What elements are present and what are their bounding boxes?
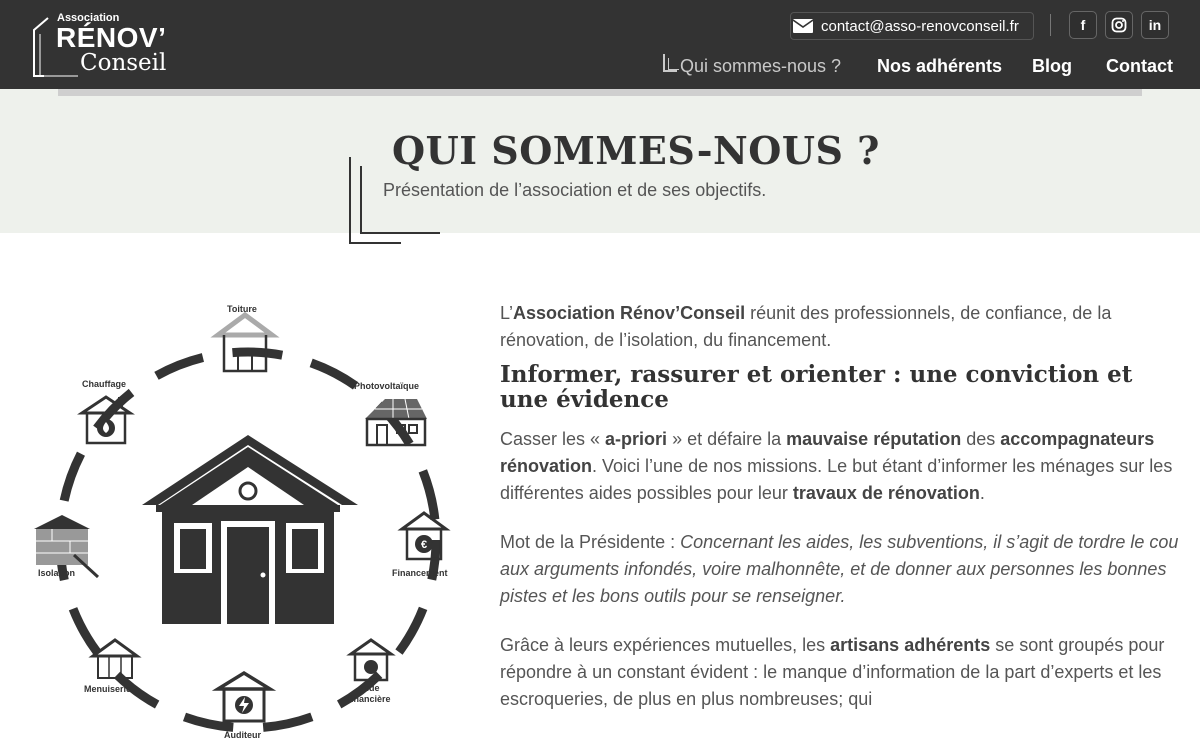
label-financement: Financement: [392, 568, 448, 578]
aide-financiere-icon: [351, 640, 391, 680]
text-fragment: se sont groupés pour répondre à un constant évident : le manque d’information de la part d’experts et les escroqueries, de plus en plus nombreuses; qui: [500, 635, 1165, 709]
label-photovoltaique: Photovoltaïque: [354, 381, 419, 391]
mail-icon: [793, 19, 813, 33]
services-diagram: [20, 295, 480, 745]
text-fragment: L’: [500, 303, 514, 323]
text-fragment: réunit des professionnels, de confiance, de la rénovation, de l’isolation, du financement.: [500, 303, 1112, 350]
text-fragment: Grâce à leurs expériences mutuelles, les: [500, 635, 831, 655]
nav-active-marker-inner: [668, 58, 679, 70]
label-auditeur: Auditeur: [224, 730, 261, 740]
text-fragment: Casser les «: [500, 429, 606, 449]
text-fragment: .: [979, 483, 985, 503]
president-quote-paragraph: [500, 529, 1180, 610]
hero-decoration: [349, 242, 401, 244]
linkedin-icon[interactable]: [1141, 11, 1169, 39]
label-aide-line1: Aide: [360, 683, 380, 693]
auditeur-icon: [218, 673, 270, 721]
text-fragment: des: [961, 429, 1001, 449]
menuiserie-icon: [93, 640, 137, 678]
instagram-icon[interactable]: [1105, 11, 1133, 39]
hero-decoration: [349, 157, 351, 244]
text-fragment: » et défaire la: [667, 429, 787, 449]
hero-decoration: [360, 232, 440, 234]
logo-renov-text: RÉNOV’: [56, 22, 167, 53]
contact-email-link[interactable]: [790, 12, 1034, 40]
nav-qui-sommes-nous[interactable]: Qui sommes-nous ?: [680, 56, 842, 76]
nav-contact[interactable]: Contact: [1106, 56, 1173, 76]
logo-association-text: Association: [57, 12, 120, 24]
emphasis: a-priori: [605, 429, 668, 449]
text-fragment: . Voici l’une de nos missions. Le but étant d’informer les ménages sur les différentes aides possibles pour leur: [500, 456, 1173, 503]
header-separator: [1050, 14, 1051, 36]
section-heading: Informer, rassurer et orienter : une conviction et une évidence: [500, 361, 1133, 413]
emphasis: travaux de rénovation: [792, 483, 980, 503]
label-menuiserie: Menuiserie: [84, 684, 132, 694]
page-subtitle: Présentation de l’association et de ses objectifs.: [383, 180, 767, 200]
label-toiture: Toiture: [227, 304, 257, 314]
chauffage-icon: [82, 397, 130, 443]
label-chauffage: Chauffage: [82, 379, 127, 389]
quote-lead: Mot de la Présidente :: [500, 532, 681, 552]
about-content: [500, 300, 1180, 713]
linkedin-glyph: in: [1148, 17, 1162, 33]
members-paragraph: [500, 632, 1180, 713]
nav-nos-adherents[interactable]: Nos adhérents: [877, 56, 1003, 76]
svg-text:€: €: [420, 539, 428, 551]
site-logo[interactable]: [30, 8, 180, 78]
instagram-glyph: [1111, 17, 1127, 33]
header-underline: [58, 89, 1142, 96]
emphasis: mauvaise réputation: [786, 429, 962, 449]
emphasis: accompagnateurs rénovation: [500, 429, 1155, 476]
contact-email-text: contact@asso-renovconseil.fr: [821, 17, 1019, 35]
facebook-glyph: f: [1080, 17, 1086, 33]
logo-conseil-text: Conseil: [80, 50, 167, 76]
mission-paragraph: [500, 426, 1180, 507]
facebook-icon[interactable]: [1069, 11, 1097, 39]
page-title: QUI SOMMES-NOUS ?: [392, 128, 880, 173]
label-aide-line2: financière: [348, 694, 391, 704]
nav-blog[interactable]: Blog: [1032, 56, 1072, 76]
central-house-icon: [142, 435, 358, 624]
services-ring-illustration: [20, 295, 480, 745]
label-isolation: Isolation: [38, 568, 76, 578]
association-name: Association Rénov’Conseil: [513, 303, 746, 323]
toiture-icon: [218, 315, 272, 371]
intro-paragraph: [500, 300, 1180, 354]
hero-decoration: [360, 166, 362, 234]
emphasis: artisans adhérents: [830, 635, 991, 655]
president-quote: Concernant les aides, les subventions, il s’agit de tordre le cou aux arguments infondés, voire malhonnête, et de donner aux personnes les bonnes pistes et les bons outils pour se renseigner.: [500, 532, 1179, 606]
